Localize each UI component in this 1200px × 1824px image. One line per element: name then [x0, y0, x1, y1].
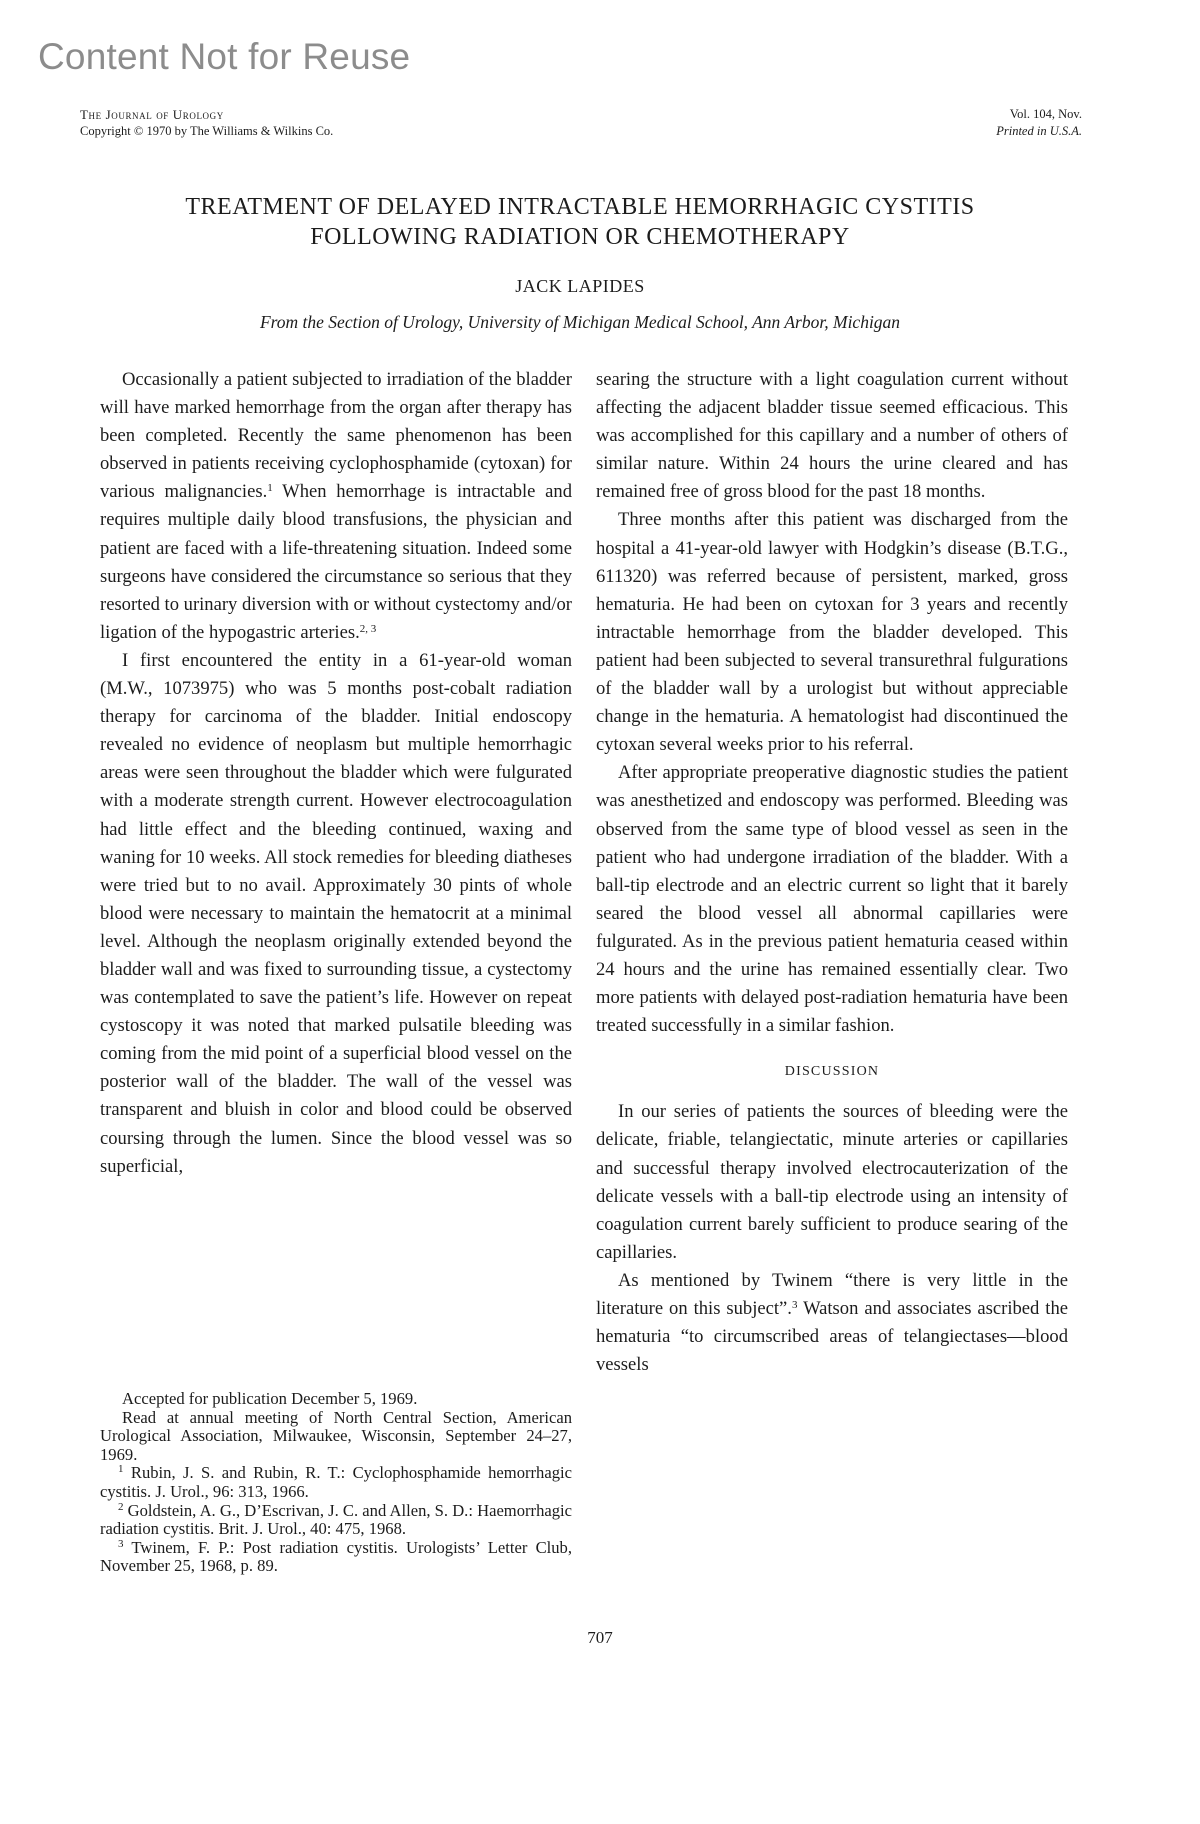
- ref-marker: 2, 3: [359, 622, 377, 635]
- footnote-1: $^1$ Rubin, J. S. and Rubin, R. T.: Cyclophosphamide hemorrhagic cystitis. J. Urol., 96: 313, 1966.: [100, 1463, 572, 1501]
- title-line-1: TREATMENT OF DELAYED INTRACTABLE HEMORRHAGIC CYSTITIS: [185, 194, 975, 220]
- journal-name: The Journal of Urology: [80, 107, 224, 122]
- article-title: [60, 192, 1100, 252]
- volume-header: [996, 106, 1082, 140]
- paragraph: Occasionally a patient subjected to irradiation of the bladder will have marked hemorrhage from the organ after therapy has been completed. Recently the same phenomenon has been observed in patients receiving cyclophosphamide (cytoxan) for various malignancies.$^1$ When hemorrhage is intractable and requires multiple daily blood transfusions, the physician and patient are faced with a life-threatening situation. Indeed some surgeons have considered the circumstance so serious that they resorted to urinary diversion with or without cystectomy and/or ligation of the hypogastric arteries.$^{2, 3}$: [100, 369, 572, 643]
- ref-marker: 1: [267, 482, 273, 495]
- paragraph: Three months after this patient was discharged from the hospital a 41-year-old lawyer with Hodgkin’s disease (B.T.G., 611320) was referred because of persistent, marked, gross hematuria. He had been on cytoxan for 3 years and recently intractable hemorrhage from the bladder developed. This patient had been subjected to several transurethral fulgurations of the bladder wall by a urologist but without appreciable change in the hematuria. A hematologist had discontinued the cytoxan several weeks prior to his referral.: [596, 509, 1068, 756]
- right-column: [596, 366, 1068, 1379]
- footnote-3: $^3$ Twinem, F. P.: Post radiation cystitis. Urologists’ Letter Club, November 25, 1968, p. 89.: [100, 1537, 572, 1576]
- paragraph: As mentioned by Twinem “there is very little in the literature on this subject”.$^3$ Watson and associates ascribed the hematuria “to circumscribed areas of telangiectases—blood vessels: [596, 1269, 1069, 1376]
- ref-marker: 3: [791, 1299, 798, 1311]
- title-line-2: FOLLOWING RADIATION OR CHEMOTHERAPY: [310, 224, 850, 250]
- footnote-read-at: Read at annual meeting of North Central Section, American Urological Association, Milwaukee, Wisconsin, September 24–27, 1969.: [100, 1407, 572, 1464]
- printed-line: Printed in U.S.A.: [996, 124, 1082, 138]
- footnote-accepted: Accepted for publication December 5, 1969.: [122, 1389, 418, 1408]
- section-heading: DISCUSSION: [784, 1064, 880, 1080]
- paragraph: I first encountered the entity in a 61-year-old woman (M.W., 1073975) who was 5 months post-cobalt radiation therapy for carcinoma of the bladder. Initial endoscopy revealed no evidence of neoplasm but multiple hemorrhagic areas were seen throughout the bladder which were fulgurated with a moderate strength current. However electrocoagulation had little effect and the bleeding continued, waxing and waning for 10 weeks. All stock remedies for bleeding diatheses were tried but to no avail. Approximately 30 pints of whole blood were necessary to maintain the hematocrit at a minimal level. Although the neoplasm originally extended beyond the bladder wall and was fixed to surrounding tissue, a cystectomy was contemplated to save the patient’s life. However on repeat cystoscopy it was noted that marked pulsatile bleeding was coming from the mid point of a superficial blood vessel on the posterior wall of the bladder. The wall of the vessel was transparent and bluish in color and blood could be observed coursing through the lumen. Since the blood vessel was so superficial,: [100, 649, 572, 1177]
- watermark: Content Not for Reuse: [38, 36, 411, 77]
- author: JACK LAPIDES: [515, 276, 645, 296]
- page-number: 707: [587, 1628, 613, 1647]
- volume-line: Vol. 104, Nov.: [1009, 107, 1082, 121]
- left-column: [100, 366, 572, 1181]
- affiliation: From the Section of Urology, University of Michigan Medical School, Ann Arbor, Michigan: [259, 312, 901, 332]
- paragraph: In our series of patients the sources of bleeding were the delicate, friable, telangiectatic, minute arteries or capillaries and successful therapy involved electrocauterization of the delicate vessels with a ball-tip electrode using an intensity of coagulation current barely sufficient to produce searing of the capillaries.: [596, 1101, 1068, 1263]
- copyright-line: Copyright © 1970 by The Williams & Wilkins Co.: [80, 124, 334, 138]
- footnote-2: $^2$ Goldstein, A. G., D’Escrivan, J. C. and Allen, S. D.: Haemorrhagic radiation cystitis. Brit. J. Urol., 40: 475, 1968.: [100, 1500, 572, 1539]
- journal-header: [80, 106, 333, 140]
- footnotes: [100, 1390, 572, 1576]
- paragraph: searing the structure with a light coagulation current without affecting the adjacent bladder tissue seemed efficacious. This was accomplished for this capillary and a number of others of similar nature. Within 24 hours the urine cleared and has remained free of gross blood for the past 18 months.: [596, 369, 1068, 503]
- paragraph: After appropriate preoperative diagnostic studies the patient was anesthetized and endoscopy was performed. Bleeding was observed from the same type of blood vessel as seen in the patient who had undergone irradiation of the bladder. With a ball-tip electrode and an electric current so light that it barely seared the blood vessel all abnormal capillaries were fulgurated. As in the previous patient hematuria ceased within 24 hours and the urine has remained essentially clear. Two more patients with delayed post-radiation hematuria have been treated successfully in a similar fashion.: [596, 762, 1068, 1037]
